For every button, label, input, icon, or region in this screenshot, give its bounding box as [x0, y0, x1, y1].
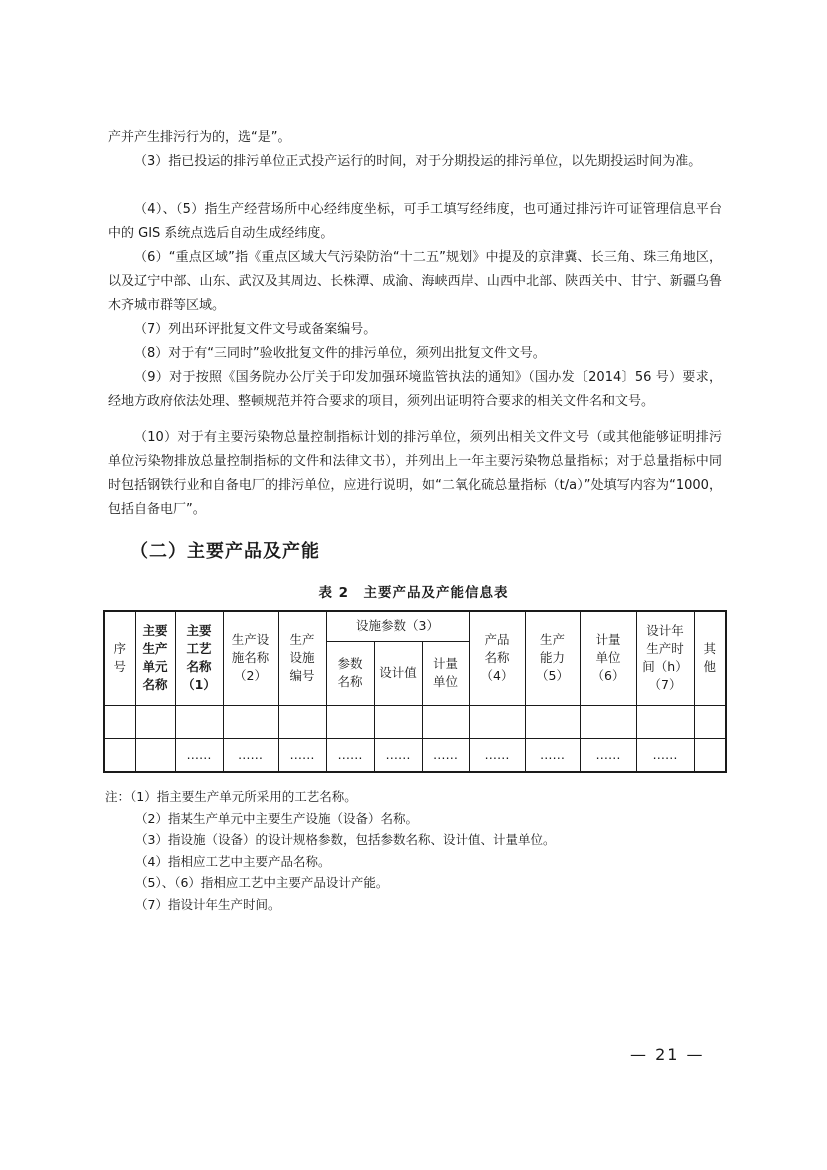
header-param-name: 参数 名称 [326, 641, 374, 705]
paragraph-note-3: （3）指已投运的排污单位正式投产运行的时间，对于分期投运的排污单位，以先期投运时间为准。 [134, 154, 702, 169]
table-cell: …… [525, 738, 580, 772]
table-row [104, 738, 726, 772]
table-cell: …… [175, 738, 223, 772]
header-unit-name: 主要 生产 单元 名称 [135, 611, 175, 705]
header-facility-name: 生产设 施名称 （2） [223, 611, 278, 705]
table-cell: …… [278, 738, 326, 772]
table-cell [175, 705, 223, 738]
product-capacity-table [103, 610, 727, 773]
table-cell [694, 738, 726, 772]
table-cell: …… [223, 738, 278, 772]
header-process-name: 主要 工艺 名称 （1） [175, 611, 223, 705]
table-cell [422, 705, 469, 738]
table-cell [694, 705, 726, 738]
table-cell [278, 705, 326, 738]
header-capacity-unit: 计量 单位 （6） [580, 611, 636, 705]
table-cell [580, 705, 636, 738]
header-design-value: 设计值 [374, 641, 422, 705]
table-cell [135, 705, 175, 738]
header-capacity: 生产 能力 （5） [525, 611, 580, 705]
paragraph-note-9: （9）对于按照《国务院办公厅关于印发加强环境监管执法的通知》（国办发〔2014〕56 号）要求，经地方政府依法处理、整顿规范并符合要求的项目，须列出证明符合要求的相关文件名和文号。 [108, 370, 722, 409]
table-notes [105, 786, 725, 915]
header-seq: 序 号 [104, 611, 135, 705]
page-number: — 21 — [630, 1045, 705, 1064]
header-facility-code: 生产 设施 编号 [278, 611, 326, 705]
header-product-name: 产品 名称 （4） [469, 611, 525, 705]
note-line: （7）指设计年生产时间。 [135, 896, 281, 912]
table-cell: …… [326, 738, 374, 772]
paragraph-note-10: （10）对于有主要污染物总量控制指标计划的排污单位，须列出相关文件文号（或其他能够证明排污单位污染物排放总量控制指标的文件和法律文书），并列出上一年主要污染物总量指标；对于总量指标中同时包括钢铁行业和自备电厂的排污单位，应进行说明，如“二氧化硫总量指标（t/a）”处填写内容为“1000，包括自备电厂”。 [108, 430, 722, 517]
table-cell [374, 705, 422, 738]
table-cell [326, 705, 374, 738]
table-cell [135, 738, 175, 772]
paragraph-note-4-5: （4）、（5）指生产经营场所中心经纬度坐标，可手工填写经纬度，也可通过排污许可证管理信息平台中的 GIS 系统点选后自动生成经纬度。 [108, 202, 722, 241]
table-cell: …… [580, 738, 636, 772]
table-row [104, 705, 726, 738]
header-params-group: 设施参数（3） [326, 611, 469, 641]
table-cell [223, 705, 278, 738]
table-cell: …… [422, 738, 469, 772]
table-cell: …… [469, 738, 525, 772]
paragraph-note-8: （8）对于有“三同时”验收批复文件的排污单位，须列出批复文件文号。 [134, 346, 546, 361]
table-cell [469, 705, 525, 738]
header-other: 其 他 [694, 611, 726, 705]
note-line: 注：（1）指主要生产单元所采用的工艺名称。 [105, 789, 357, 804]
table-cell: …… [636, 738, 694, 772]
table-caption: 表 2 主要产品及产能信息表 [318, 585, 509, 601]
note-line: （4）指相应工艺中主要产品名称。 [135, 853, 331, 869]
table-cell [104, 705, 135, 738]
paragraph-note-7: （7）列出环评批复文件文号或备案编号。 [134, 322, 377, 337]
section-title: （二）主要产品及产能 [130, 541, 320, 562]
paragraph-continued: 产并产生排污行为的，选“是”。 [108, 130, 291, 145]
note-line: （5）、（6）指相应工艺中主要产品设计产能。 [135, 875, 389, 890]
table-cell [636, 705, 694, 738]
note-line: （3）指设施（设备）的设计规格参数，包括参数名称、设计值、计量单位。 [135, 832, 556, 847]
table-cell [525, 705, 580, 738]
note-line: （2）指某生产单元中主要生产设施（设备）名称。 [135, 810, 418, 826]
header-design-hours: 设计年 生产时 间（h） （7） [636, 611, 694, 705]
table-cell: …… [374, 738, 422, 772]
header-measure-unit: 计量 单位 [422, 641, 469, 705]
table-cell [104, 738, 135, 772]
paragraph-note-6: （6）“重点区域”指《重点区域大气污染防治“十二五”规划》中提及的京津冀、长三角、珠三角地区，以及辽宁中部、山东、武汉及其周边、长株潭、成渝、海峡西岸、山西中北部、陕西关中、甘宁、新疆乌鲁木齐城市群等区域。 [108, 250, 722, 313]
